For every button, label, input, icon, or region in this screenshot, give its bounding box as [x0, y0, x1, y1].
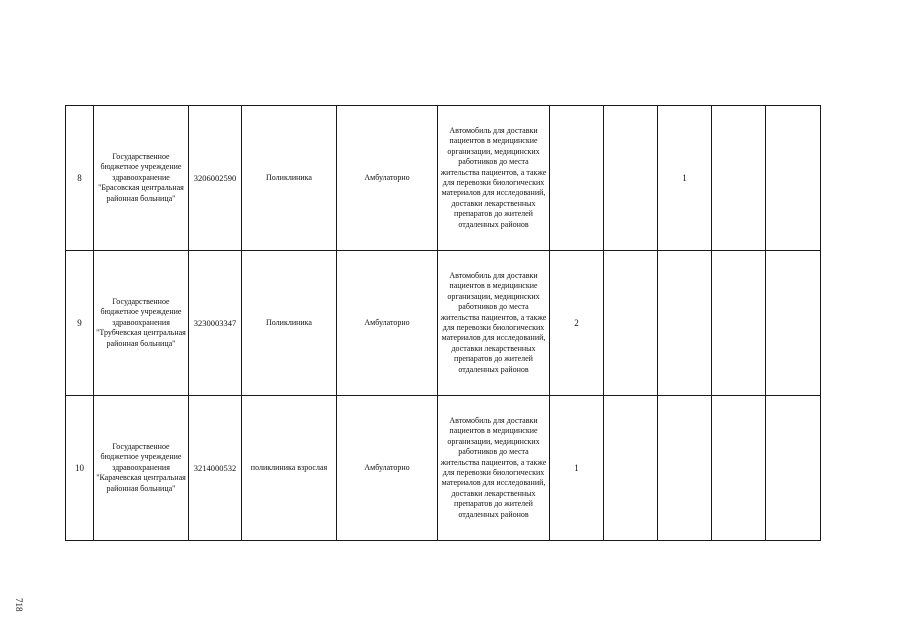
count-cell-1: 1	[550, 396, 604, 541]
page-number: 718	[14, 598, 24, 612]
count-cell-4	[712, 106, 766, 251]
count-cell-4	[712, 396, 766, 541]
count-cell-5	[766, 396, 821, 541]
organization-name: Государственное бюджетное учреждение здравоохранения "Карачевская центральная районная больница"	[94, 396, 189, 541]
care-conditions: Амбулаторно	[337, 106, 438, 251]
inn-code: 3230003347	[189, 251, 242, 396]
table-row	[66, 396, 821, 541]
organization-name: Государственное бюджетное учреждение здравоохранения "Трубчевская центральная районная больница"	[94, 251, 189, 396]
count-cell-3	[658, 396, 712, 541]
count-cell-5	[766, 106, 821, 251]
vehicle-purpose: Автомобиль для доставки пациентов в медицинские организации, медицинских работников до места жительства пациентов, а также для перевозки биологических материалов для исследований, доставки лекарственных препаратов до жителей отдаленных районов	[438, 396, 550, 541]
count-cell-2	[604, 251, 658, 396]
count-cell-3	[658, 251, 712, 396]
care-conditions: Амбулаторно	[337, 251, 438, 396]
count-cell-2	[604, 396, 658, 541]
facility-type: поликлиника взрослая	[242, 396, 337, 541]
table-row	[66, 251, 821, 396]
row-number: 10	[66, 396, 94, 541]
row-number: 9	[66, 251, 94, 396]
count-cell-1: 2	[550, 251, 604, 396]
inn-code: 3206002590	[189, 106, 242, 251]
count-cell-5	[766, 251, 821, 396]
table-row	[66, 106, 821, 251]
row-number: 8	[66, 106, 94, 251]
vehicle-purpose: Автомобиль для доставки пациентов в медицинские организации, медицинских работников до места жительства пациентов, а также для перевозки биологических материалов для исследований, доставки лекарственных препаратов до жителей отдаленных районов	[438, 251, 550, 396]
facility-type: Поликлиника	[242, 106, 337, 251]
count-cell-3: 1	[658, 106, 712, 251]
vehicle-allocation-table	[65, 105, 821, 541]
care-conditions: Амбулаторно	[337, 396, 438, 541]
count-cell-1	[550, 106, 604, 251]
count-cell-2	[604, 106, 658, 251]
organization-name: Государственное бюджетное учреждение здравоохранение "Брасовская центральная районная больница"	[94, 106, 189, 251]
vehicle-purpose: Автомобиль для доставки пациентов в медицинские организации, медицинских работников до места жительства пациентов, а также для перевозки биологических материалов для исследований, доставки лекарственных препаратов до жителей отдаленных районов	[438, 106, 550, 251]
facility-type: Поликлиника	[242, 251, 337, 396]
inn-code: 3214000532	[189, 396, 242, 541]
count-cell-4	[712, 251, 766, 396]
